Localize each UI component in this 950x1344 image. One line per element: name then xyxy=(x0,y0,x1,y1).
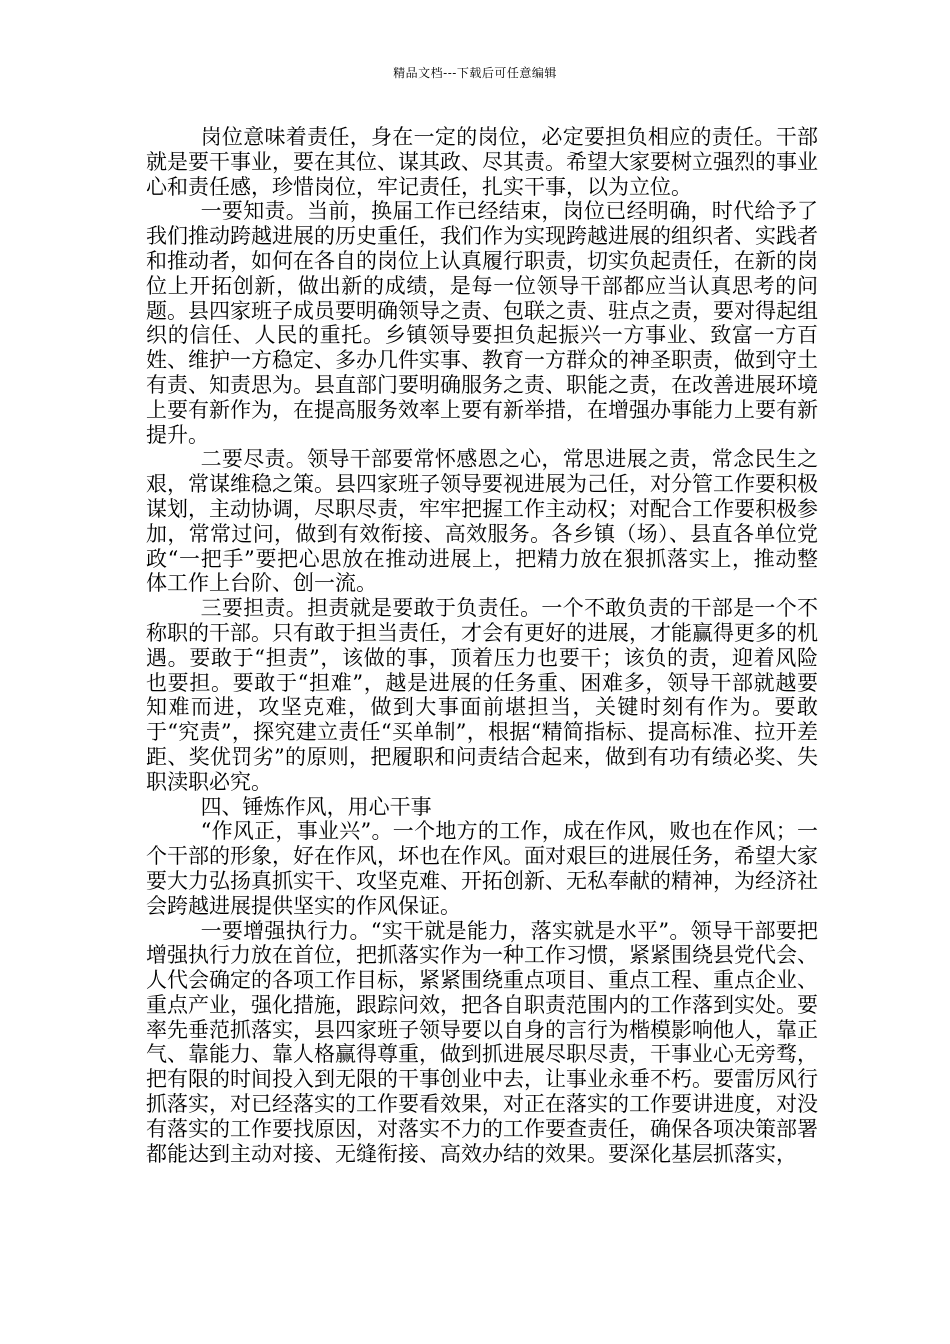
paragraph: “作风正，事业兴”。一个地方的工作，成在作风，败也在作风；一个干部的形象，好在作风，坏也在作风。面对艰巨的进展任务，希望大家要大力弘扬真抓实干、攻坚克难、开拓创新、无私奉献的精神，为经济社会跨越进展提供坚实的作风保证。 xyxy=(146,819,818,918)
page-header: 精品文档---下载后可任意编辑 xyxy=(393,66,557,80)
paragraph: 三要担责。担责就是要敢于负责任。一个不敢负责的干部是一个不称职的干部。只有敢于担当责任，才会有更好的进展，才能赢得更多的机遇。要敢于“担责”，该做的事，顶着压力也要干；该负的责，迎着风险也要担。要敢于“担难”，越是进展的任务重、困难多，领导干部就越要知难而进，攻坚克难，做到大事面前堪担当，关键时刻有作为。要敢于“究责”，探究建立责任“买单制”，根据“精简指标、提高标准、拉开差距、奖优罚劣”的原则，把履职和问责结合起来，做到有功有绩必奖、失职渎职必究。 xyxy=(146,596,818,794)
document-body xyxy=(146,125,818,1166)
section-heading: 四、锤炼作风，用心干事 xyxy=(200,794,432,819)
paragraph: 岗位意味着责任，身在一定的岗位，必定要担负相应的责任。干部就是要干事业，要在其位、谋其政、尽其责。希望大家要树立强烈的事业心和责任感，珍惜岗位，牢记责任，扎实干事，以为立位。 xyxy=(146,125,818,199)
paragraph: 一要知责。当前，换届工作已经结束，岗位已经明确，时代给予了我们推动跨越进展的历史重任，我们作为实现跨越进展的组织者、实践者和推动者，如何在各自的岗位上认真履行职责，切实负起责任，在新的岗位上开拓创新，做出新的成绩，是每一位领导干部都应当认真思考的问题。县四家班子成员要明确领导之责、包联之责、驻点之责，要对得起组织的信任、人民的重托。乡镇领导要担负起振兴一方事业、致富一方百姓、维护一方稳定、多办几件实事、教育一方群众的神圣职责，做到守土有责、知责思为。县直部门要明确服务之责、职能之责，在改善进展环境上要有新作为，在提高服务效率上要有新举措，在增强办事能力上要有新提升。 xyxy=(146,199,818,447)
paragraph: 二要尽责。领导干部要常怀感恩之心，常思进展之责，常念民生之艰，常谋维稳之策。县四家班子领导要视进展为己任，对分管工作要积极谋划，主动协调，尽职尽责，牢牢把握工作主动权；对配合工作要积极参加，常常过问，做到有效衔接、高效服务。各乡镇（场）、县直各单位党政“一把手”要把心思放在推动进展上，把精力放在狠抓落实上，推动整体工作上台阶、创一流。 xyxy=(146,447,818,596)
paragraph: 一要增强执行力。“实干就是能力，落实就是水平”。领导干部要把增强执行力放在首位，把抓落实作为一种工作习惯，紧紧围绕县党代会、人代会确定的各项工作目标，紧紧围绕重点项目、重点工程、重点企业、重点产业，强化措施，跟踪问效，把各自职责范围内的工作落到实处。要率先垂范抓落实，县四家班子领导要以自身的言行为楷模影响他人，靠正气、靠能力、靠人格赢得尊重，做到抓进展尽职尽责，干事业心无旁骛，把有限的时间投入到无限的干事创业中去，让事业永垂不朽。要雷厉风行抓落实，对已经落实的工作要看效果，对正在落实的工作要讲进度，对没有落实的工作要找原因，对落实不力的工作要查责任，确保各项决策部署都能达到主动对接、无缝衔接、高效办结的效果。要深化基层抓落实， xyxy=(146,918,818,1166)
